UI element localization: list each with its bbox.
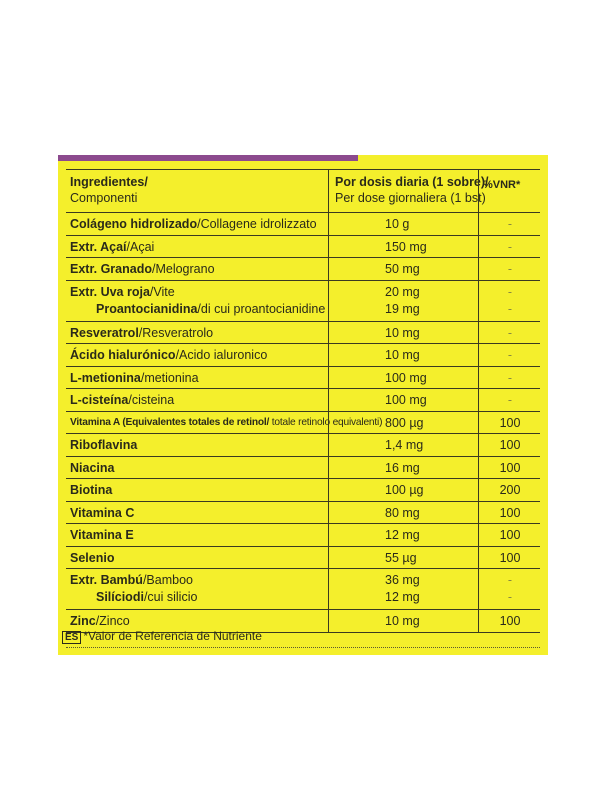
cut-off-text-line (66, 647, 540, 652)
table-row (66, 367, 540, 390)
ingredient-vnr: 100 (499, 614, 521, 628)
ingredient-name (70, 438, 137, 452)
ingredient-vnr: 100 (499, 460, 521, 475)
ingredient-vnr: - (507, 239, 513, 254)
ingredient-name-es: Colágeno hidrolizado (70, 217, 198, 231)
ingredient-amount: 36 mg (385, 573, 420, 587)
ingredient-name-es: Vitamina C (70, 505, 135, 520)
header-ingredients: Ingredientes/ (70, 175, 148, 189)
sub-ingredient-name-es: Silíciodi (96, 590, 144, 604)
table-row (66, 412, 540, 435)
footnote (62, 629, 262, 644)
ingredient-name-it: /Açai (126, 239, 155, 254)
table-row (66, 236, 540, 259)
ingredient-name-it: totale retinolo equivalenti) (269, 416, 383, 428)
sub-ingredient-name-es: Proantocianidina (96, 301, 198, 316)
table-row (66, 569, 540, 610)
ingredient-amount: 100 mg (385, 393, 427, 407)
table-row (66, 479, 540, 502)
ingredient-name-es: Niacina (70, 460, 115, 475)
ingredient-amount: 80 mg (385, 505, 420, 520)
ingredient-name (70, 393, 174, 407)
ingredient-name (70, 285, 175, 299)
table-row (66, 344, 540, 367)
ingredient-name-es: Biotina (70, 483, 113, 497)
ingredient-amount: 10 mg (385, 614, 420, 628)
ingredient-vnr: - (507, 325, 513, 340)
ingredient-amount: 50 mg (385, 262, 420, 276)
ingredient-name-it: /Acido ialuronico (175, 348, 268, 362)
sub-ingredient-amount: 19 mg (385, 301, 420, 316)
ingredient-name-it: /Zinco (95, 614, 130, 628)
ingredient-amount: 100 mg (385, 370, 427, 385)
ingredient-name-es: Ácido hialurónico (70, 348, 176, 362)
sub-ingredient-name-it: /di cui proantocianidine (197, 301, 326, 316)
ingredient-name-es: Extr. Açaí (70, 239, 127, 254)
ingredient-amount: 12 mg (385, 528, 420, 542)
ingredient-name-es: Vitamina A (Equivalentes totales de retinol/ (70, 416, 270, 428)
ingredient-amount: 100 µg (385, 483, 424, 497)
ingredient-vnr: 100 (499, 550, 521, 565)
table-row (66, 281, 540, 322)
ingredient-name (70, 217, 317, 231)
ingredient-name-es: L-cisteína (70, 393, 129, 407)
ingredient-vnr: - (507, 393, 513, 407)
table-row (66, 457, 540, 480)
ingredient-amount: 55 µg (385, 550, 417, 565)
ingredient-vnr: 100 (499, 438, 521, 452)
table-row (66, 322, 540, 345)
sub-ingredient-name (96, 302, 325, 316)
ingredient-name-es: L-metionina (70, 370, 141, 385)
ingredient-vnr: - (507, 348, 513, 362)
ingredient-name (70, 614, 130, 628)
ingredient-amount: 800 µg (385, 415, 424, 430)
table-row (66, 389, 540, 412)
ingredient-name (70, 348, 267, 362)
sub-ingredient-name-it: /cui silicio (143, 590, 198, 604)
sub-ingredient-amount: 12 mg (385, 590, 420, 604)
ingredient-name-it: /Collagene idrolizzato (197, 217, 317, 231)
ingredient-amount: 20 mg (385, 284, 420, 299)
ingredient-name-es: Extr. Granado (70, 262, 152, 276)
ingredient-vnr: - (507, 370, 513, 385)
ingredient-name (70, 528, 134, 542)
ingredient-name-es: Riboflavina (70, 438, 138, 452)
ingredient-name (70, 326, 213, 340)
footnote-text: *Valor de Referencia de Nutriente (83, 629, 262, 643)
ingredient-name-es: Extr. Uva roja (70, 284, 150, 299)
table-header (66, 170, 540, 213)
ingredient-name-es: Selenio (70, 550, 115, 565)
ingredient-vnr: - (507, 573, 513, 587)
header-componenti: Componenti (70, 191, 138, 205)
table-row (66, 258, 540, 281)
nutrition-label (58, 155, 548, 655)
header-dose-es: Por dosis diaria (1 sobre)/ (335, 175, 489, 189)
ingredient-name-it: /Resveratrolo (138, 325, 214, 340)
ingredient-name (70, 483, 112, 497)
sub-ingredient-vnr: - (507, 590, 513, 604)
ingredient-name-it: /metionina (140, 370, 199, 385)
ingredient-name-es: Resveratrol (70, 325, 139, 340)
header-dose-it: Per dose giornaliera (1 bst) (335, 191, 486, 205)
ingredient-name (70, 551, 114, 565)
ingredient-vnr: 100 (499, 415, 521, 430)
sub-ingredient-vnr: - (507, 301, 513, 316)
table-row (66, 434, 540, 457)
ingredient-name (70, 461, 114, 475)
ingredient-name-it: /Vite (149, 284, 175, 299)
ingredient-name-it: /Melograno (151, 262, 215, 276)
ingredient-amount: 10 g (385, 217, 410, 231)
ingredient-vnr: - (507, 217, 513, 231)
ingredient-name-es: Vitamina E (70, 528, 134, 542)
sub-ingredient-name (96, 590, 197, 604)
ingredient-name-it: /Bamboo (142, 573, 193, 587)
ingredient-amount: 10 mg (385, 325, 420, 340)
table-row (66, 524, 540, 547)
ingredient-amount: 150 mg (385, 239, 427, 254)
table-row (66, 502, 540, 525)
ingredient-amount: 1,4 mg (385, 438, 424, 452)
lang-badge: ES (62, 631, 81, 644)
ingredient-name-it: /cisteina (128, 393, 175, 407)
ingredient-name (70, 506, 134, 520)
table-row (66, 547, 540, 570)
ingredient-name-es: Zinc (70, 614, 96, 628)
nutrition-table (66, 169, 540, 633)
ingredient-amount: 10 mg (385, 348, 420, 362)
ingredient-name (70, 573, 193, 587)
ingredient-vnr: 200 (499, 483, 521, 497)
ingredient-name (70, 371, 199, 385)
ingredient-name (70, 240, 154, 254)
ingredient-name-es: Extr. Bambú (70, 573, 143, 587)
table-row (66, 213, 540, 236)
packaging-purple-strip (58, 155, 358, 161)
ingredient-vnr: 100 (499, 528, 521, 542)
ingredient-vnr: 100 (499, 505, 521, 520)
ingredient-amount: 16 mg (385, 460, 420, 475)
ingredient-vnr: - (507, 262, 513, 276)
ingredient-name (70, 262, 215, 276)
ingredient-vnr: - (507, 284, 513, 299)
header-vnr: %VNR* (483, 179, 521, 191)
